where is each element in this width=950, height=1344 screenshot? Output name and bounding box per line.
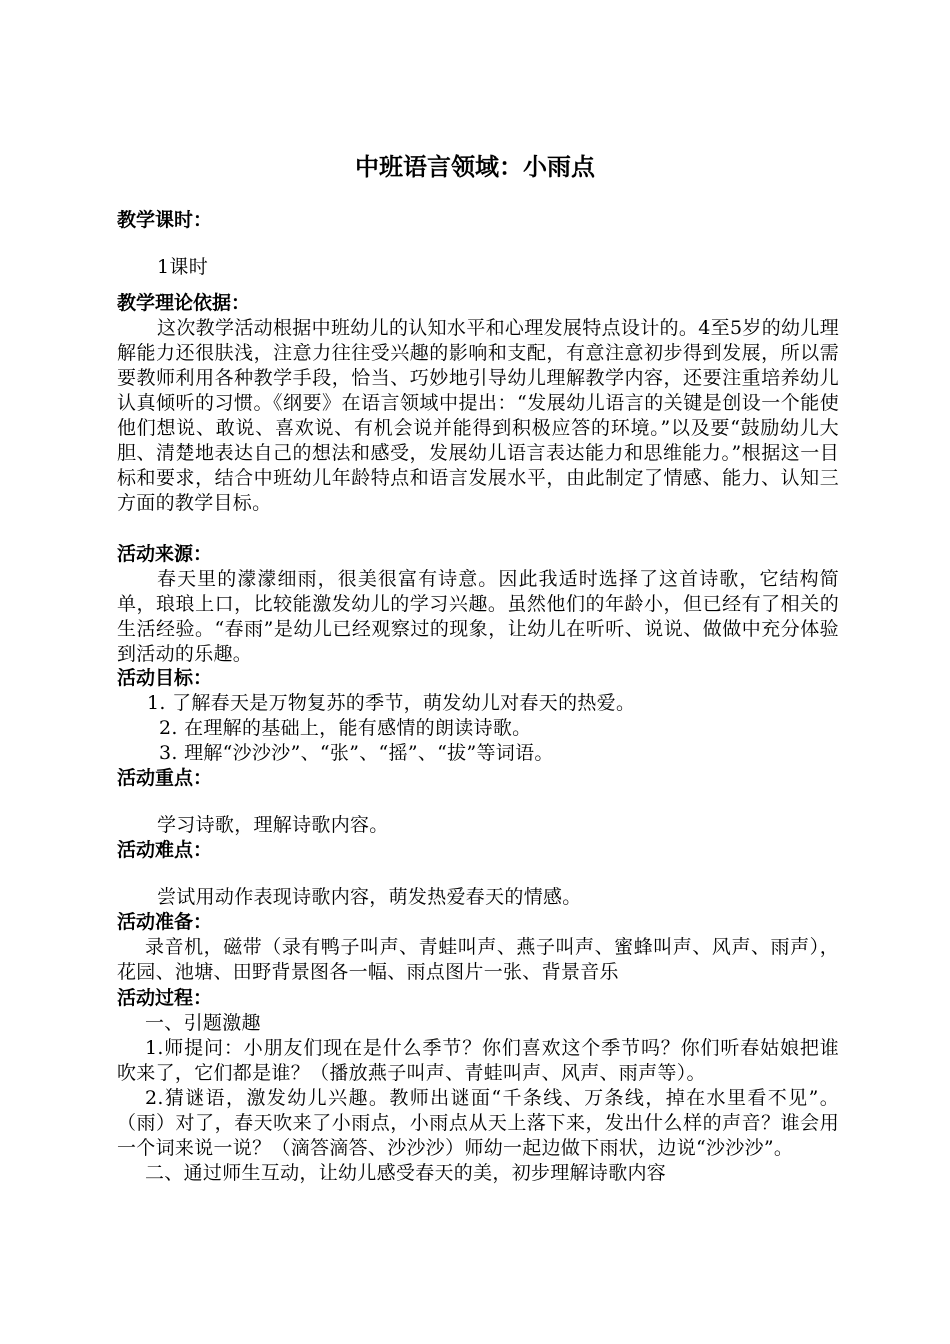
- section-text: 这次教学活动根据中班幼儿的认知水平和心理发展特点设计的。4至5岁的幼儿理解能力还很肤浅，注意力往往受兴趣的影响和支配，有意注意初步得到发展，所以需要教师利用各种教学手段，恰当、巧妙地引导幼儿理解教学内容，还要注重培养幼儿认真倾听的习惯。《纲要》在语言领域中提出：“发展幼儿语言的关键是创设一个能使他们想说、敢说、喜欢说、有机会说并能得到积极应答的环境。”以及要“鼓励幼儿大胆、清楚地表达自己的想法和感受，发展幼儿语言表达能力和思维能力。”根据这一目标和要求，结合中班幼儿年龄特点和语言发展水平，由此制定了情感、能力、认知三方面的教学目标。: [117, 317, 839, 514]
- section-heading: 教学课时：: [117, 209, 213, 231]
- section-hours: [117, 207, 839, 280]
- section-source: [117, 541, 839, 667]
- page-title: 中班语言领域：小雨点: [355, 153, 595, 181]
- list-item: 2. 在理解的基础上，能有感情的朗读诗歌。: [159, 717, 532, 739]
- section-text: 学习诗歌，理解诗歌内容。: [157, 814, 389, 836]
- section-text: 录音机，磁带（录有鸭子叫声、青蛙叫声、燕子叫声、蜜蜂叫声、风声、雨声），花园、池塘、田野背景图各一幅、雨点图片一张、背景音乐: [117, 936, 839, 983]
- process-paragraph: 1.师提问：小朋友们现在是什么季节？你们喜欢这个季节吗？你们听春姑娘把谁吹来了，它们都是谁？（播放燕子叫声、青蛙叫声、风声、雨声等）。: [117, 1037, 839, 1084]
- section-heading: 活动过程：: [117, 987, 213, 1009]
- section-difficulty: [117, 837, 839, 910]
- section-focus: [117, 765, 839, 838]
- section-process: [117, 985, 839, 1186]
- section-heading: 活动准备：: [117, 911, 213, 933]
- section-heading: 活动重点：: [117, 767, 213, 789]
- process-paragraph: 2.猜谜语，激发幼儿兴趣。教师出谜面“千条线、万条线，掉在水里看不见”。（雨）对了，春天吹来了小雨点，小雨点从天上落下来，发出什么样的声音？谁会用一个词来说一说？（滴答滴答、沙沙沙）师幼一起边做下雨状，边说“沙沙沙”。: [117, 1087, 839, 1159]
- step-heading: 二、通过师生互动，让幼儿感受春天的美，初步理解诗歌内容: [145, 1162, 667, 1184]
- section-heading: 活动难点：: [117, 839, 213, 861]
- section-text: 春天里的濛濛细雨，很美很富有诗意。因此我适时选择了这首诗歌，它结构简单，琅琅上口，比较能激发幼儿的学习兴趣。虽然他们的年龄小，但已经有了相关的生活经验。“春雨”是幼儿已经观察过的现象，让幼儿在听听、说说、做做中充分体验到活动的乐趣。: [117, 568, 839, 665]
- section-heading: 活动来源：: [117, 543, 213, 565]
- list-item: 1. 了解春天是万物复苏的季节，萌发幼儿对春天的热爱。: [147, 692, 636, 714]
- section-theory: [117, 290, 839, 516]
- step-heading: 一、引题激趣: [145, 1012, 261, 1034]
- section-heading: 活动目标：: [117, 667, 213, 689]
- section-goals: [117, 665, 839, 766]
- section-text: 1课时: [157, 256, 208, 278]
- list-item: 3. 理解“沙沙沙”、“张”、“摇”、“拔”等词语。: [159, 742, 554, 764]
- section-preparation: [117, 909, 839, 985]
- section-text: 尝试用动作表现诗歌内容，萌发热爱春天的情感。: [157, 886, 582, 908]
- section-heading: 教学理论依据：: [117, 292, 251, 314]
